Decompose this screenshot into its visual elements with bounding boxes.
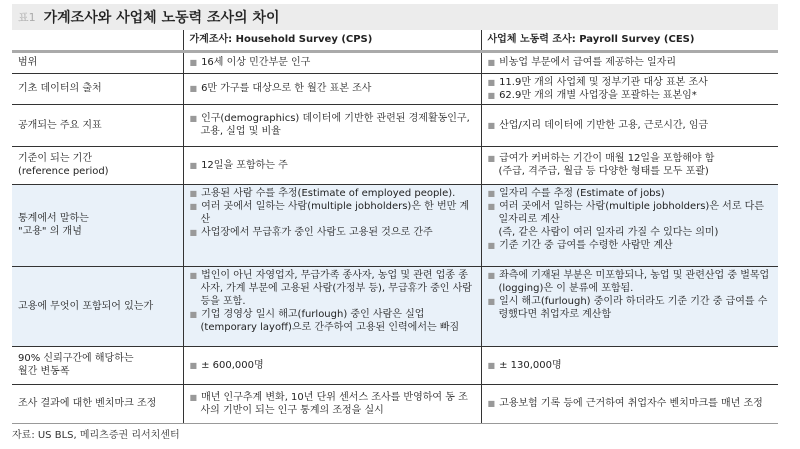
ces-cell [481,266,778,346]
header-row [12,30,778,51]
bullet-continuation: (주급, 격주급, 월급 등 다양한 형태를 모두 포괄) [498,166,709,177]
comparison-table [12,30,778,424]
bullet-item: ■ 매년 인구추계 변화, 10년 단위 센서스 조사를 반영하여 동 조사의 기반이 되는 인구 통계의 조정을 실시 [190,391,475,417]
bullet-item: ■ ± 600,000명 [190,359,475,372]
cps-cell [183,346,481,384]
row-label [12,146,183,184]
ces-cell [481,146,778,184]
ces-cell [481,73,778,104]
cps-cell [183,104,481,146]
row-label [12,104,183,146]
source-note: 자료: US BLS, 메리츠증권 리서치센터 [12,430,180,441]
bullet-item: ■ 기업 경영상 일시 해고(furlough) 중인 사람은 실업(temporary layoff)으로 간주하여 고용된 인력에서는 빠짐 [190,308,475,334]
row-label-line: 공개되는 주요 지표 [18,119,102,131]
bullet-item: ■ 기준 기간 중 급여를 수령한 사람만 계산 [488,239,773,252]
bullet-item: ■ 11.9만 개의 사업체 및 정부기관 대상 표본 조사 [488,76,773,89]
header-cps: 가계조사: Household Survey (CPS) [183,30,481,51]
table-number: 표1 [18,11,36,24]
ces-cell [481,184,778,266]
bullet-continuation: (즉, 같은 사람이 여러 일자리 가질 수 있다는 의미) [498,226,719,238]
ces-cell [481,104,778,146]
header-cell [12,30,183,51]
bullet-item: ■ 여러 곳에서 일하는 사람(multiple jobholders)은 서로 다른 일자리로 계산 [488,200,773,226]
bullet-item: ■ 급여가 커버하는 기간이 매월 12일을 포함해야 함 [488,152,773,165]
bullet-item: ■ 6만 가구를 대상으로 한 월간 표본 조사 [190,82,475,95]
cps-cell [183,266,481,346]
row-label-line: 기초 데이터의 출처 [18,83,102,94]
bullet-item: ■ 62.9만 개의 개별 사업장을 포괄하는 표본임* [488,89,773,102]
table-row [12,51,778,73]
cps-cell [183,384,481,423]
bullet-item: ■ ± 130,000명 [488,359,773,372]
bullet-item: ■ 산업/지리 데이터에 기반한 고용, 근로시간, 임금 [488,119,773,132]
table-row [12,146,778,184]
bullet-item: ■ 사업장에서 무급휴가 중인 사람도 고용된 것으로 간주 [190,226,475,239]
bullet-item: ■ 고용된 사람 수를 추정(Estimate of employed people). [190,187,475,200]
cps-cell [183,184,481,266]
header-ces: 사업체 노동력 조사: Payroll Survey (CES) [481,30,778,51]
bullet-item: ■ 일자리 수를 추정 (Estimate of jobs) [488,187,773,200]
table-row [12,266,778,346]
row-label-line: "고용" 의 개념 [18,226,82,237]
row-label [12,51,183,73]
ces-cell [481,346,778,384]
row-label [12,266,183,346]
row-label-line: 기준이 되는 기간 [18,153,92,164]
row-label [12,384,183,423]
cps-cell [183,51,481,73]
row-label-line: 범위 [18,57,38,68]
row-label [12,346,183,384]
row-label-line: 고용에 무엇이 포함되어 있는가 [18,300,154,312]
bullet-item: ■ 일시 해고(furlough) 중이라 하더라도 기준 기간 중 급여를 수령했다면 취업자로 계산함 [488,295,773,321]
table-row [12,104,778,146]
cps-cell [183,146,481,184]
table-row [12,384,778,423]
ces-cell [481,384,778,423]
table-title: 가계조사와 사업체 노동력 조사의 차이 [43,10,280,26]
row-label [12,184,183,266]
cps-cell [183,73,481,104]
bullet-item: ■ 좌측에 기재된 부분은 미포함되나, 농업 및 관련산업 중 벌목업(logging)은 이 분류에 포함됨. [488,269,773,295]
bullet-item: ■ 법인이 아닌 자영업자, 무급가족 종사자, 농업 및 관련 업종 종사자, 가계 부문에 고용된 사람(가정부 등), 무급휴가 중인 사람 등을 포함. [190,269,475,308]
table-title-bar [12,4,778,30]
row-label-line: (reference period) [18,166,109,177]
row-label-line: 조사 결과에 대한 벤치마크 조정 [18,398,157,409]
row-label-line: 90% 신뢰구간에 해당하는 [18,353,134,364]
bullet-item: ■ 고용보험 기록 등에 근거하여 취업자수 벤치마크를 매년 조정 [488,397,773,410]
bullet-item: ■ 16세 이상 민간부문 인구 [190,56,475,69]
bullet-item: ■ 비농업 부문에서 급여를 제공하는 일자리 [488,56,773,69]
bullet-item: ■ 인구(demographics) 데이터에 기반한 관련된 경제활동인구, 고용, 실업 및 비율 [190,112,475,138]
row-label [12,73,183,104]
row-label-line: 월간 변동폭 [18,366,70,377]
table-row [12,346,778,384]
table-row [12,73,778,104]
bullet-item: ■ 12일을 포함하는 주 [190,159,475,172]
ces-cell [481,51,778,73]
bullet-item: ■ 여러 곳에서 일하는 사람(multiple jobholders)은 한 번만 계산 [190,200,475,226]
table-row [12,184,778,266]
row-label-line: 통계에서 말하는 [18,213,89,224]
